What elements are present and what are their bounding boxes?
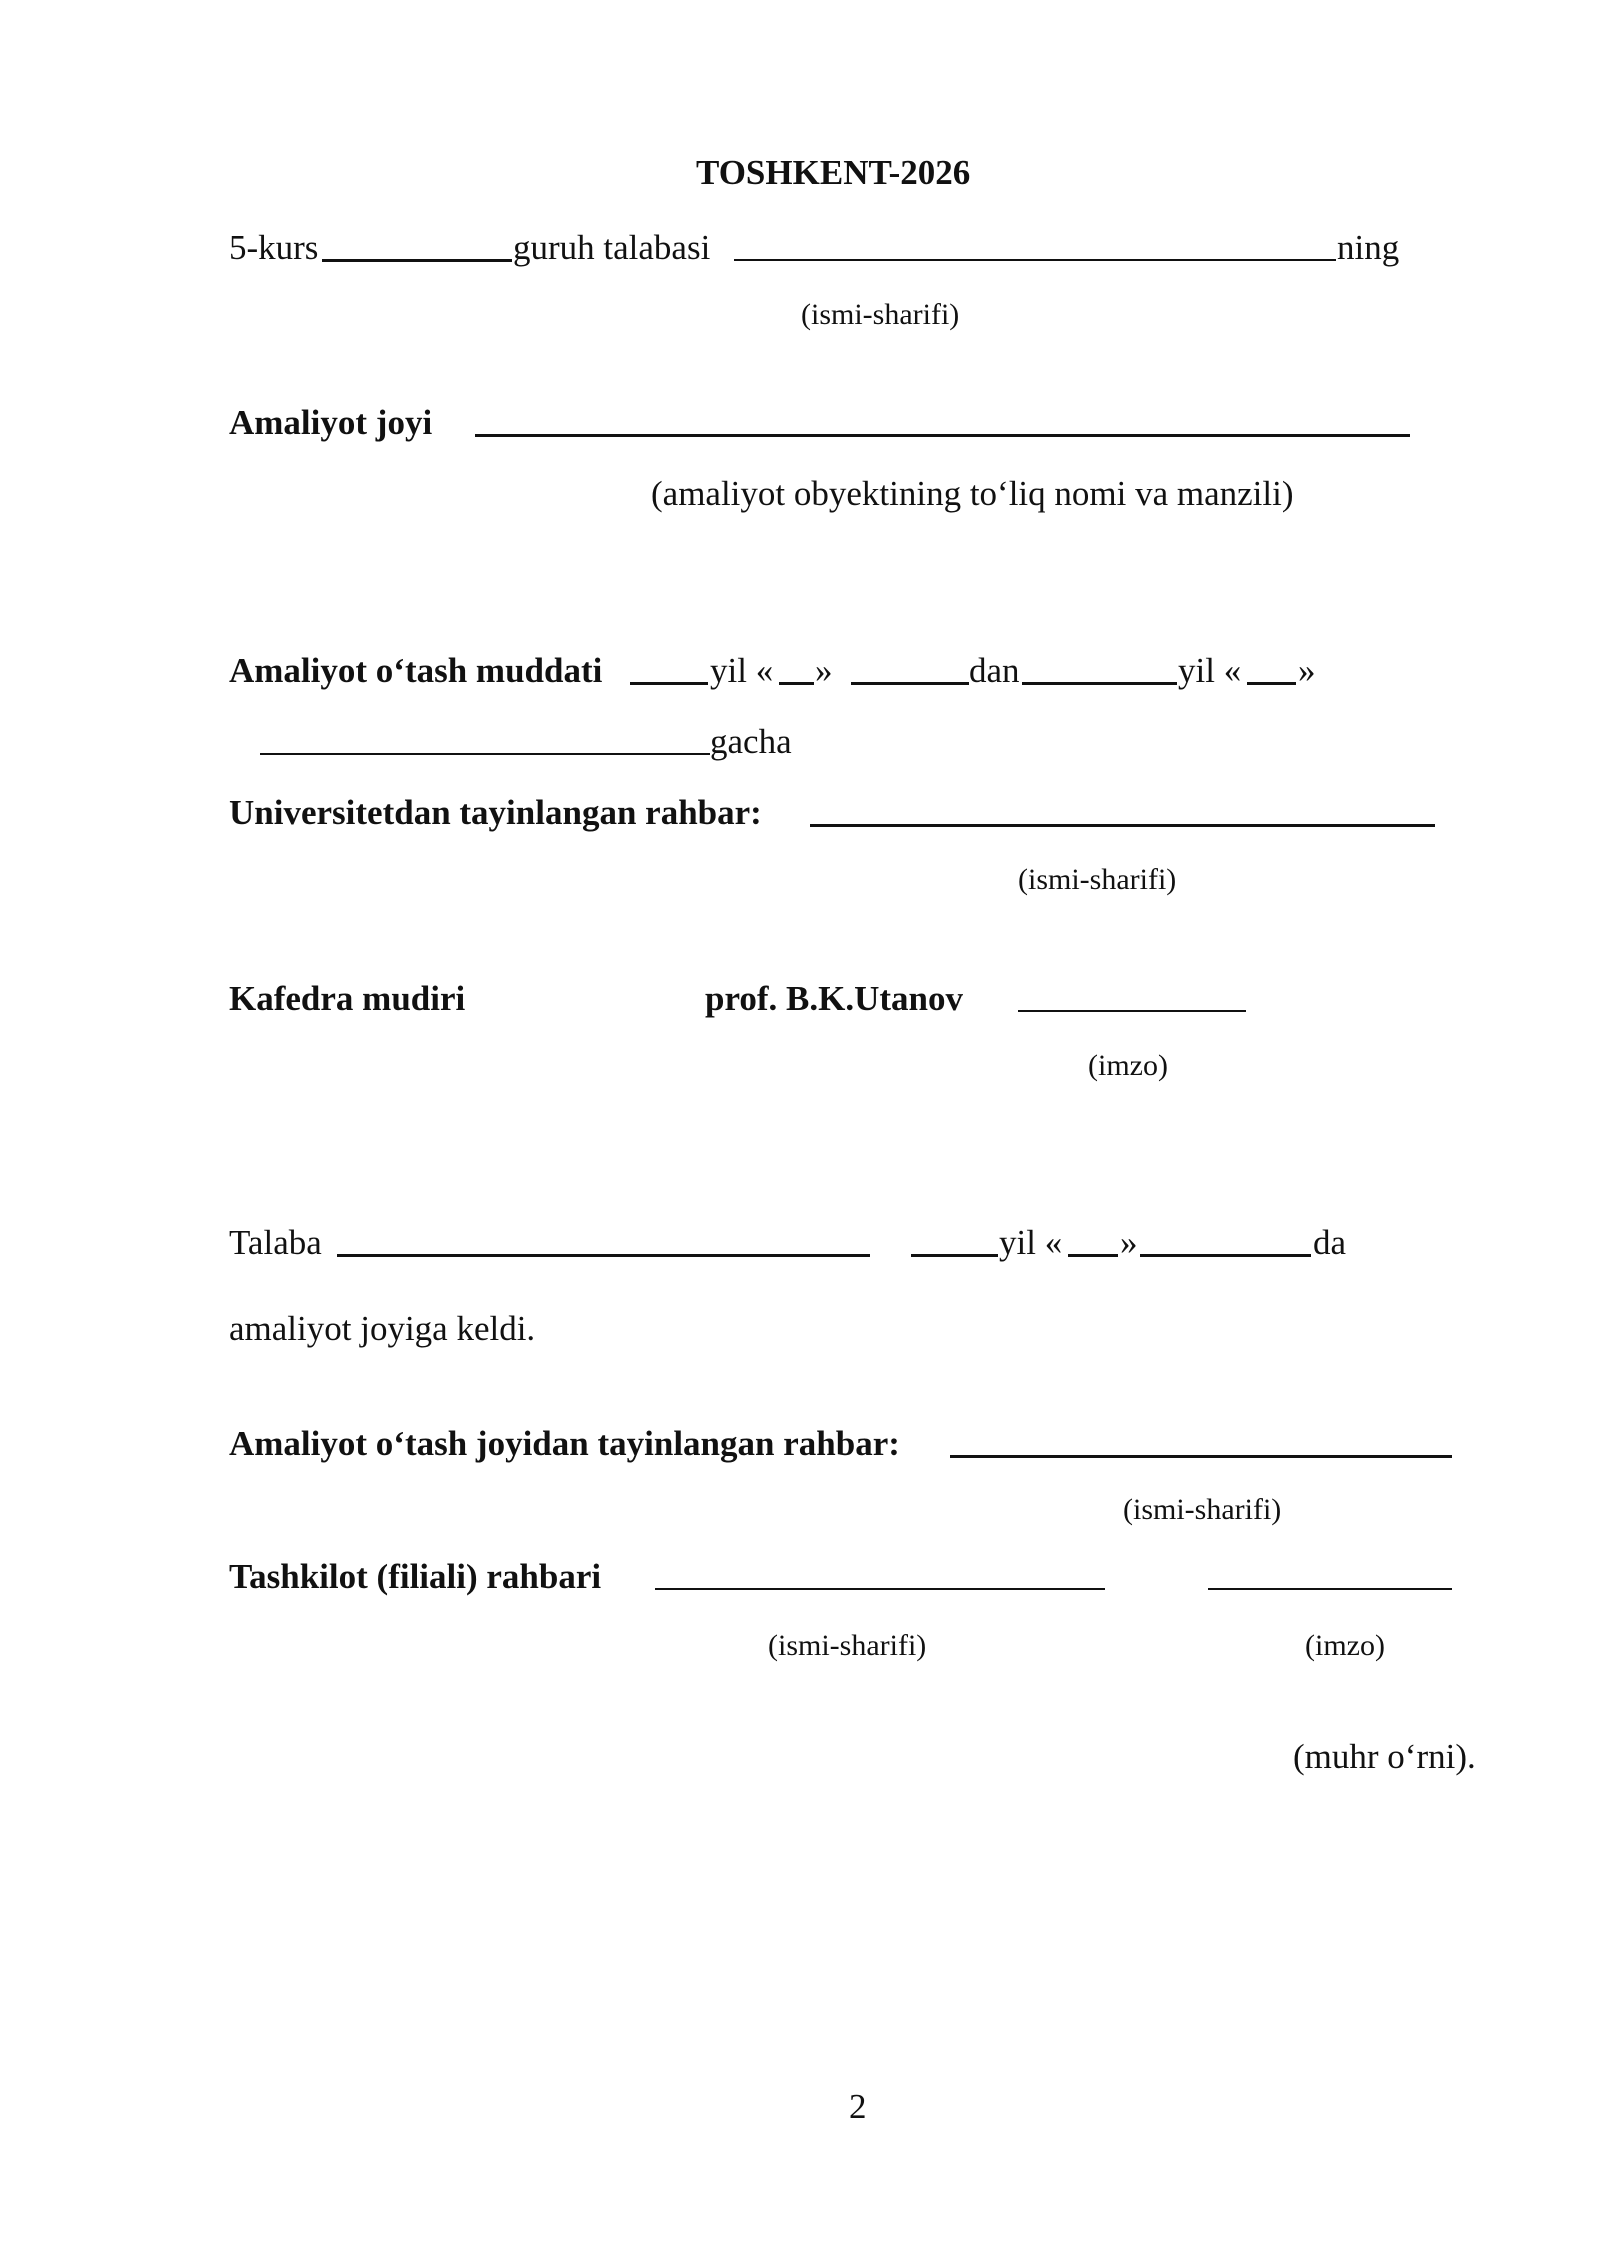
period-gacha: gacha xyxy=(710,722,792,761)
arrival-yil: yil « xyxy=(999,1223,1063,1262)
arrival-label: Talaba xyxy=(229,1223,322,1262)
student-name-caption: (ismi-sharifi) xyxy=(801,298,960,331)
student-name-blank[interactable] xyxy=(734,259,1336,261)
period-close-quote-2: » xyxy=(1298,651,1316,690)
practice-period-label: Amaliyot o‘tash muddati xyxy=(229,651,603,690)
department-head-signature-blank[interactable] xyxy=(1018,1010,1246,1012)
practice-place-caption: (amaliyot obyektining to‘liq nomi va manzili) xyxy=(651,474,1294,513)
department-head-name: prof. B.K.Utanov xyxy=(705,979,963,1018)
period-year-blank-1[interactable] xyxy=(630,682,708,685)
period-month-blank-1[interactable] xyxy=(851,682,969,685)
arrival-name-blank[interactable] xyxy=(337,1254,870,1257)
site-supervisor-blank[interactable] xyxy=(950,1455,1452,1458)
org-head-signature-blank[interactable] xyxy=(1208,1588,1452,1590)
group-blank[interactable] xyxy=(322,259,512,262)
site-supervisor-caption: (ismi-sharifi) xyxy=(1123,1493,1282,1526)
arrival-da: da xyxy=(1313,1223,1347,1262)
practice-place-label: Amaliyot joyi xyxy=(229,403,433,442)
arrival-month-blank[interactable] xyxy=(1140,1254,1311,1257)
org-head-signature-caption: (imzo) xyxy=(1305,1629,1385,1662)
course-label: 5-kurs xyxy=(229,228,319,267)
university-supervisor-label: Universitetdan tayinlangan rahbar: xyxy=(229,793,762,832)
period-day-blank-2[interactable] xyxy=(1247,682,1296,685)
period-month-blank-2[interactable] xyxy=(260,753,710,755)
period-close-quote-1: » xyxy=(815,651,833,690)
department-head-label: Kafedra mudiri xyxy=(229,979,466,1018)
university-supervisor-caption: (ismi-sharifi) xyxy=(1018,863,1177,896)
org-head-name-caption: (ismi-sharifi) xyxy=(768,1629,927,1662)
page-title: TOSHKENT-2026 xyxy=(696,153,971,192)
university-supervisor-blank[interactable] xyxy=(810,824,1435,827)
student-suffix: ning xyxy=(1337,228,1400,267)
stamp-placeholder: (muhr o‘rni). xyxy=(1293,1737,1476,1776)
period-day-blank-1[interactable] xyxy=(779,682,814,685)
arrival-line-2: amaliyot joyiga keldi. xyxy=(229,1309,536,1348)
practice-place-blank[interactable] xyxy=(475,434,1410,437)
org-head-label: Tashkilot (filiali) rahbari xyxy=(229,1557,602,1596)
page-number: 2 xyxy=(849,2087,867,2126)
group-label: guruh talabasi xyxy=(513,228,711,267)
period-year-blank-2[interactable] xyxy=(1022,682,1177,685)
period-dan: dan xyxy=(969,651,1020,690)
org-head-name-blank[interactable] xyxy=(655,1588,1105,1590)
arrival-year-blank[interactable] xyxy=(911,1254,998,1257)
period-yil-2: yil « xyxy=(1178,651,1242,690)
arrival-day-blank[interactable] xyxy=(1068,1254,1118,1257)
period-yil-1: yil « xyxy=(710,651,774,690)
arrival-close-quote: » xyxy=(1120,1223,1138,1262)
department-head-caption: (imzo) xyxy=(1088,1049,1168,1082)
site-supervisor-label: Amaliyot o‘tash joyidan tayinlangan rahbar: xyxy=(229,1424,900,1463)
